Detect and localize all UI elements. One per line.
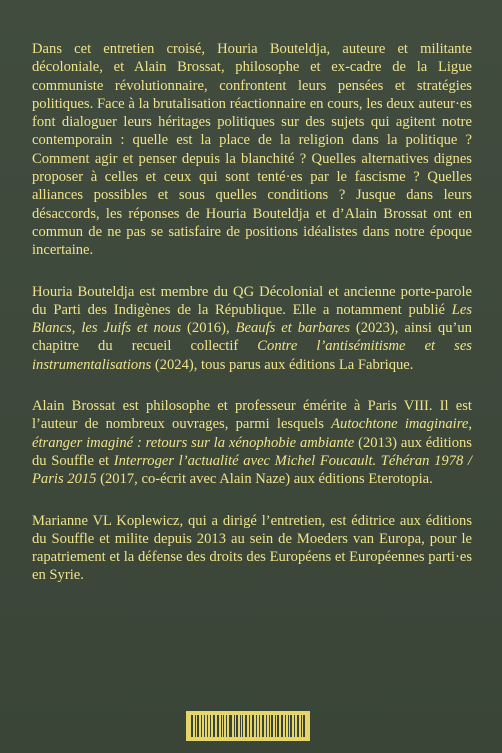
book-title-les-blancs: Les Blancs, les Juifs et nous (32, 301, 472, 337)
barcode-stripe (191, 715, 192, 737)
barcode-stripe (221, 715, 222, 737)
bio-koplewicz: Marianne VL Koplewicz, qui a dirigé l’entretien, est éditrice aux éditions du Souffle et milite depuis 2013 au sein de Moeders van Europa, pour le rapatriement et la défense des droits des Européens et Européennes parti·es en Syrie. (32, 512, 472, 584)
barcode-stripe (195, 715, 196, 737)
barcode-stripe (242, 715, 243, 737)
barcode-stripe (207, 715, 208, 737)
bio-bouteldja (32, 283, 472, 374)
barcode-stripe (223, 715, 224, 737)
barcode-stripe (285, 715, 286, 737)
barcode-stripe (240, 715, 241, 737)
barcode-stripe (234, 715, 235, 737)
bio-bouteldja-text-3: (2023), ainsi qu’un chapitre du recueil collectif (32, 320, 472, 355)
barcode-stripe (201, 715, 202, 737)
barcode-stripe (269, 715, 270, 737)
barcode-stripe (252, 715, 253, 737)
book-title-beaufs: Beaufs et barbares (235, 320, 350, 337)
barcode-stripe (262, 715, 264, 737)
barcode-stripe (226, 715, 227, 737)
bio-bouteldja-text-1: Houria Bouteldja est membre du QG Décolonial et ancienne porte-parole du Parti des Indigènes de la République. Elle a notamment publié (32, 283, 472, 318)
barcode-stripe (290, 715, 291, 737)
barcode-stripe (245, 715, 247, 737)
bio-brossat-text-1: Alain Brossat est philosophe et professeur émérite à Paris VIII. Il est l’auteur de nombreux ouvrages, parmi lesquels (32, 398, 472, 433)
barcode-stripe (256, 715, 257, 737)
book-title-interroger: Interroger l’actualité avec Michel Foucault. Téhéran 1978 / Paris 2015 (32, 452, 472, 488)
summary-paragraph: Dans cet entretien croisé, Houria Bouteldja, auteure et militante décoloniale, et Alain Brossat, philosophe et ex-cadre de la Ligue communiste révolutionnaire, confrontent leurs pensées et stratégies politiques. Face à la brutalisation réactionnaire en cours, les deux auteur·es font dialoguer leurs héritages politiques sur des sujets qui agitent notre contemporain : quelle est la place de la religion dans la politique ? Comment agir et penser depuis la blanchité ? Quelles alternatives dignes proposer à celles et ceux qui sont tenté·es par le fascisme ? Quelles alliances possibles et sous quelles conditions ? Jusque dans leurs désaccords, les réponses de Houria Bouteldja et d’Alain Brossat ont en commun de ne pas se satisfaire de positions idéalistes dans notre époque incertaine. (32, 41, 472, 259)
barcode-stripe (259, 715, 260, 737)
bio-bouteldja-text-2: (2016), (181, 320, 236, 337)
barcode-stripe (294, 715, 295, 737)
bio-brossat-text-2: (2013) aux éditions du Souffle et (32, 434, 472, 469)
barcode-stripe (303, 715, 304, 737)
bio-bouteldja-text-4: (2024), tous parus aux éditions La Fabrique. (151, 356, 414, 373)
barcode-stripe (297, 715, 299, 737)
barcode-stripe (249, 715, 250, 737)
bio-brossat-text-3: (2017, co-écrit avec Alain Naze) aux éditions Eterotopia. (96, 471, 433, 488)
barcode-stripe (271, 715, 272, 737)
barcode-stripe (277, 715, 278, 737)
barcode (186, 711, 310, 741)
barcode-stripe (210, 715, 211, 737)
book-title-contre-antisemitisme: Contre l’antisémitisme et ses instrumentalisations (32, 338, 472, 373)
barcode-stripe (266, 715, 267, 737)
book-title-autochtone: Autochtone imaginaire, étranger imaginé : retours sur la xénophobie ambiante (32, 416, 472, 451)
barcode-stripe (236, 715, 237, 737)
barcode-stripe (229, 715, 231, 737)
barcode-stripe (281, 715, 283, 737)
barcode-stripe (204, 715, 205, 737)
barcode-stripe (217, 715, 218, 737)
barcode-stripe (197, 715, 199, 737)
barcode-stripe (288, 715, 289, 737)
barcode-stripe (213, 715, 215, 737)
barcode-stripe (301, 715, 302, 737)
bio-brossat (32, 397, 472, 488)
barcode-stripe (275, 715, 276, 737)
